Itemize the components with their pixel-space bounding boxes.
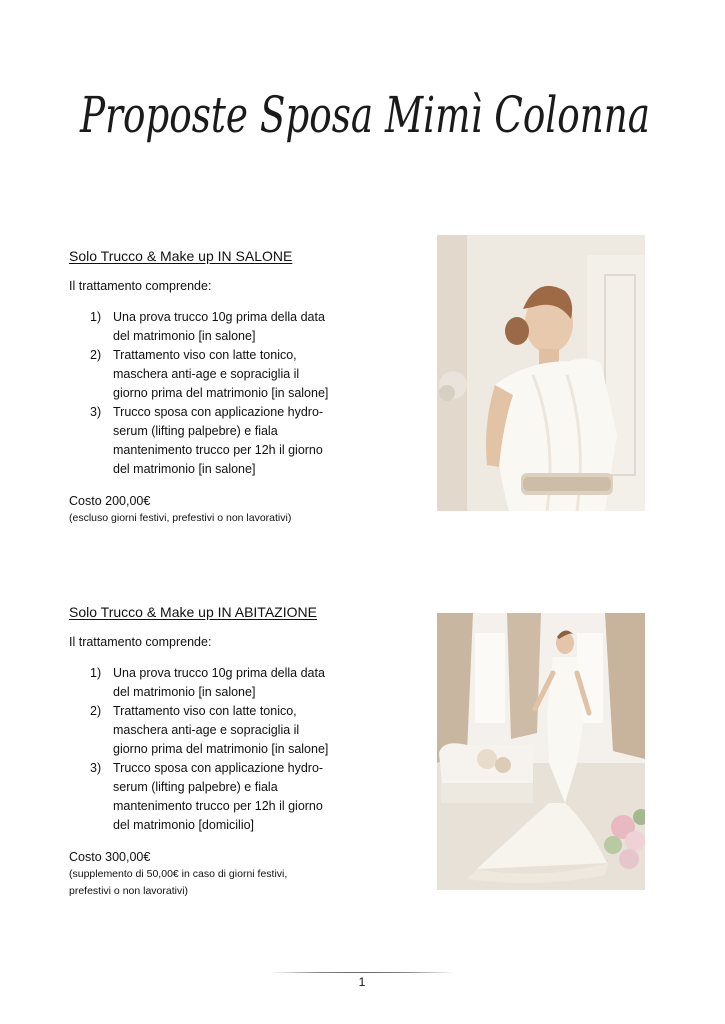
footer-divider	[270, 972, 455, 973]
package-cost: Costo 300,00€	[69, 850, 151, 864]
treatment-list	[69, 308, 414, 479]
title-text: Proposte Sposa Mimì Colonna	[79, 86, 651, 144]
package-note: (escluso giorni festivi, prefestivi o non lavorativi)	[69, 512, 292, 524]
package-cost: Costo 200,00€	[69, 494, 151, 508]
package-intro: Il trattamento comprende:	[69, 635, 212, 649]
list-item: 2) Trattamento viso con latte tonico, maschera anti-age e sopraciglia il giorno prima del matrimonio [in salone]	[90, 704, 329, 756]
list-item: 2) Trattamento viso con latte tonico, maschera anti-age e sopraciglia il giorno prima del matrimonio [in salone]	[90, 348, 329, 400]
package-salone	[69, 247, 414, 527]
list-item: 1) Una prova trucco 10g prima della data del matrimonio [in salone]	[90, 310, 325, 343]
package-note: (supplemento di 50,00€ in caso di giorni festivi, prefestivi o non lavorativi)	[69, 868, 288, 897]
bride-photo-1	[437, 235, 645, 511]
list-item: 3) Trucco sposa con applicazione hydro-serum (lifting palpebre) e fiala mantenimento trucco per 12h il giorno del matrimonio [in salone]	[90, 405, 324, 476]
list-item: 3) Trucco sposa con applicazione hydro-serum (lifting palpebre) e fiala mantenimento trucco per 12h il giorno del matrimonio [domicilio]	[90, 761, 324, 832]
treatment-list	[69, 664, 414, 835]
bride-photo-2	[437, 613, 645, 890]
package-intro: Il trattamento comprende:	[69, 279, 212, 293]
package-abitazione	[69, 603, 414, 900]
package-heading: Solo Trucco & Make up IN ABITAZIONE	[69, 604, 317, 620]
package-heading: Solo Trucco & Make up IN SALONE	[69, 248, 293, 264]
page-number: 1	[358, 975, 366, 989]
list-item: 1) Una prova trucco 10g prima della data del matrimonio [in salone]	[90, 666, 325, 699]
title-script	[60, 66, 670, 166]
document-title	[60, 66, 670, 166]
